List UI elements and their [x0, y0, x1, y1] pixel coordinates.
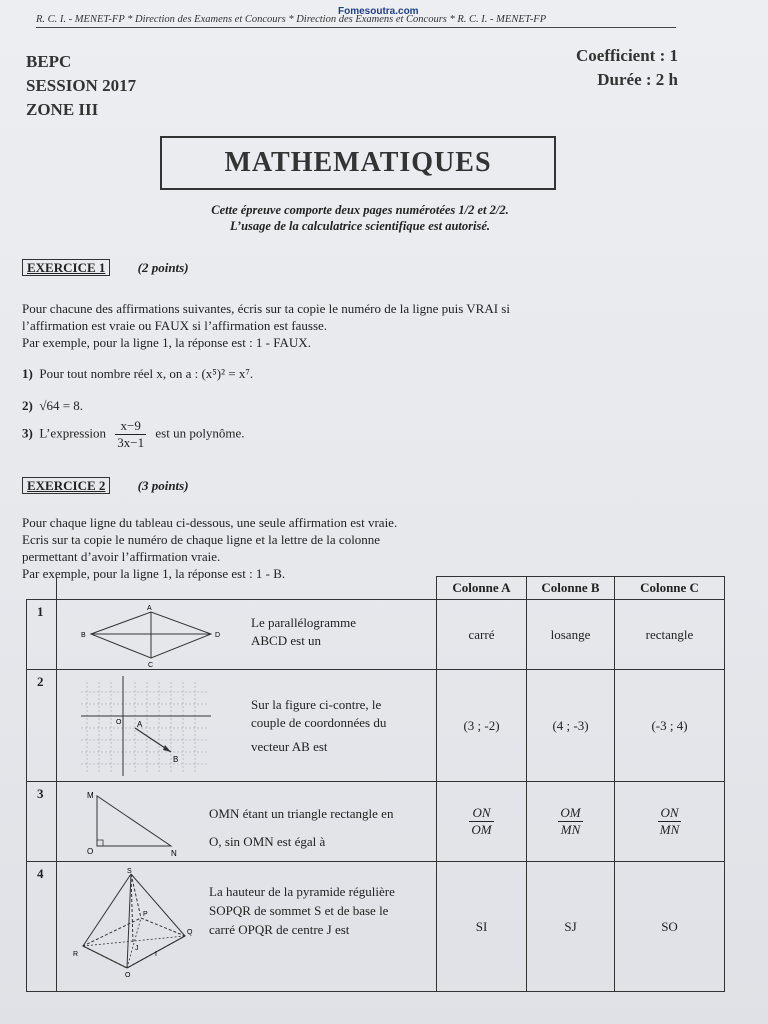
row-statement-cell — [57, 600, 437, 670]
exam-meta — [576, 44, 678, 92]
rhombus-figure — [71, 602, 231, 668]
page-title: MATHEMATIQUES — [224, 147, 492, 178]
statement-line: Le parallélogramme — [251, 615, 357, 630]
answer-fraction — [558, 805, 582, 838]
fig-label: O — [125, 972, 131, 978]
fig-label: A — [137, 720, 143, 729]
fraction-denominator: MN — [659, 822, 680, 837]
exam-zone: ZONE III — [26, 100, 99, 119]
statement-line: OMN étant un triangle rectangle en — [209, 806, 394, 821]
fraction-numerator: ON — [469, 805, 493, 822]
empty-cell — [57, 577, 437, 600]
fig-label: C — [148, 662, 154, 668]
fig-label: P — [143, 911, 148, 918]
table-header-row — [27, 577, 725, 600]
exercise-1-label: EXERCICE 1 — [22, 259, 110, 276]
table-row — [27, 600, 725, 670]
fig-label: R — [73, 951, 79, 958]
triangle-figure — [73, 784, 183, 860]
answer-cell-b: (4 ; -3) — [527, 670, 615, 782]
instruction-line: Pour chacune des affirmations suivantes, écris sur ta copie le numéro de la ligne puis VRAI si — [22, 301, 510, 316]
grid-figure — [77, 672, 227, 780]
item-prefix: L’expression — [39, 425, 107, 441]
answer-cell-a: SI — [437, 862, 527, 992]
fraction-denominator: MN — [560, 822, 581, 837]
answer-cell-b: losange — [527, 600, 615, 670]
instruction-line: Pour chaque ligne du tableau ci-dessous, une seule affirmation est vraie. — [22, 515, 398, 530]
column-header: Colonne A — [437, 577, 527, 600]
answer-fraction — [658, 805, 682, 838]
column-header: Colonne C — [615, 577, 725, 600]
qcm-table — [26, 576, 725, 992]
fig-label: B — [173, 755, 179, 764]
exercise-1-heading — [22, 260, 189, 276]
row-number: 4 — [27, 862, 57, 992]
row-statement — [209, 800, 393, 856]
exercise-1-item-1 — [22, 366, 253, 382]
fig-label: S — [127, 868, 132, 875]
exercise-2-heading — [22, 478, 189, 494]
intro-line-2: L’usage de la calculatrice scientifique est autorisé. — [229, 219, 491, 233]
exam-info — [26, 50, 136, 122]
exam-duration: Durée : 2 h — [597, 70, 678, 89]
row-statement — [251, 696, 386, 756]
table-row — [27, 670, 725, 782]
answer-cell-c: SO — [615, 862, 725, 992]
fig-label: M — [87, 791, 94, 800]
fig-label: N — [171, 849, 177, 858]
fraction-denominator: OM — [471, 822, 492, 837]
instruction-line: permettant d’avoir l’affirmation vraie. — [22, 549, 221, 564]
statement-line: vecteur AB est — [251, 739, 328, 754]
fig-label: J — [135, 945, 139, 952]
exercise-1-item-3 — [22, 418, 245, 451]
fig-label: O — [87, 847, 94, 856]
answer-fraction — [469, 805, 493, 838]
exercise-2-label: EXERCICE 2 — [22, 477, 110, 494]
fig-label: Q — [187, 929, 193, 936]
row-number: 1 — [27, 600, 57, 670]
fig-label: A — [147, 605, 152, 612]
row-statement — [251, 614, 356, 650]
exercise-1-instructions — [22, 300, 662, 351]
intro-line-1: Cette épreuve comporte deux pages numérotées 1/2 et 2/2. — [211, 203, 509, 217]
answer-cell-a: carré — [437, 600, 527, 670]
answer-cell-c: (-3 ; 4) — [615, 670, 725, 782]
title-box — [160, 136, 556, 190]
statement-line: couple de coordonnées du — [251, 715, 387, 730]
exercise-1-item-2 — [22, 398, 83, 414]
row-number: 3 — [27, 782, 57, 862]
intro — [130, 202, 590, 234]
exam-session: SESSION 2017 — [26, 76, 137, 95]
fig-label: D — [215, 632, 221, 639]
exercise-2-points: (3 points) — [137, 478, 189, 493]
fraction-denominator: 3x−1 — [117, 435, 145, 450]
row-statement-cell — [57, 782, 437, 862]
answer-cell-a — [437, 782, 527, 862]
row-statement — [209, 882, 395, 939]
answer-cell-b: SJ — [527, 862, 615, 992]
answer-cell-c — [615, 782, 725, 862]
item-number: 2) — [22, 398, 33, 413]
exam-coefficient: Coefficient : 1 — [576, 46, 678, 65]
statement-line: carré OPQR de centre J est — [209, 922, 350, 937]
item-text: Pour tout nombre réel x, on a : (x⁵)² = x⁷. — [39, 366, 254, 381]
empty-cell — [27, 577, 57, 600]
exercise-1-points: (2 points) — [137, 260, 189, 275]
statement-line: La hauteur de la pyramide régulière — [209, 884, 395, 899]
instruction-line: l’affirmation est vraie ou FAUX si l’affirmation est fausse. — [22, 318, 328, 333]
fraction-numerator: ON — [658, 805, 682, 822]
exam-name: BEPC — [26, 52, 72, 71]
item-text: √64 = 8. — [39, 398, 84, 413]
statement-line: ABCD est un — [251, 633, 322, 648]
answer-cell-c: rectangle — [615, 600, 725, 670]
header-strip: R. C. I. - MENET-FP * Direction des Examens et Concours * Direction des Examens et Concours * R. C. I. - MENET-FP — [36, 14, 676, 28]
instruction-line: Ecris sur ta copie le numéro de chaque ligne et la lettre de la colonne — [22, 532, 381, 547]
column-header: Colonne B — [527, 577, 615, 600]
table-row — [27, 862, 725, 992]
exercise-2-instructions — [22, 514, 662, 582]
item-number: 1) — [22, 366, 33, 381]
answer-cell-a: (3 ; -2) — [437, 670, 527, 782]
fraction-numerator: x−9 — [115, 418, 146, 435]
instruction-line: Par exemple, pour la ligne 1, la réponse est : 1 - B. — [22, 566, 286, 581]
pyramid-figure — [69, 868, 199, 978]
answer-cell-b — [527, 782, 615, 862]
fig-label: I — [155, 951, 157, 958]
statement-line: O, sin OMN est égal à — [209, 834, 326, 849]
row-statement-cell — [57, 670, 437, 782]
watermark: Fomesoutra.com — [338, 6, 419, 17]
item-suffix: est un polynôme. — [155, 425, 245, 441]
instruction-line: Par exemple, pour la ligne 1, la réponse est : 1 - FAUX. — [22, 335, 311, 350]
fraction-numerator: OM — [560, 805, 581, 820]
statement-line: Sur la figure ci-contre, le — [251, 697, 382, 712]
row-number: 2 — [27, 670, 57, 782]
table-row — [27, 782, 725, 862]
row-statement-cell — [57, 862, 437, 992]
expression-fraction — [115, 418, 146, 451]
statement-line: SOPQR de sommet S et de base le — [209, 903, 389, 918]
item-number: 3) — [22, 425, 33, 441]
fig-label: O — [116, 719, 122, 726]
fig-label: B — [81, 632, 86, 639]
